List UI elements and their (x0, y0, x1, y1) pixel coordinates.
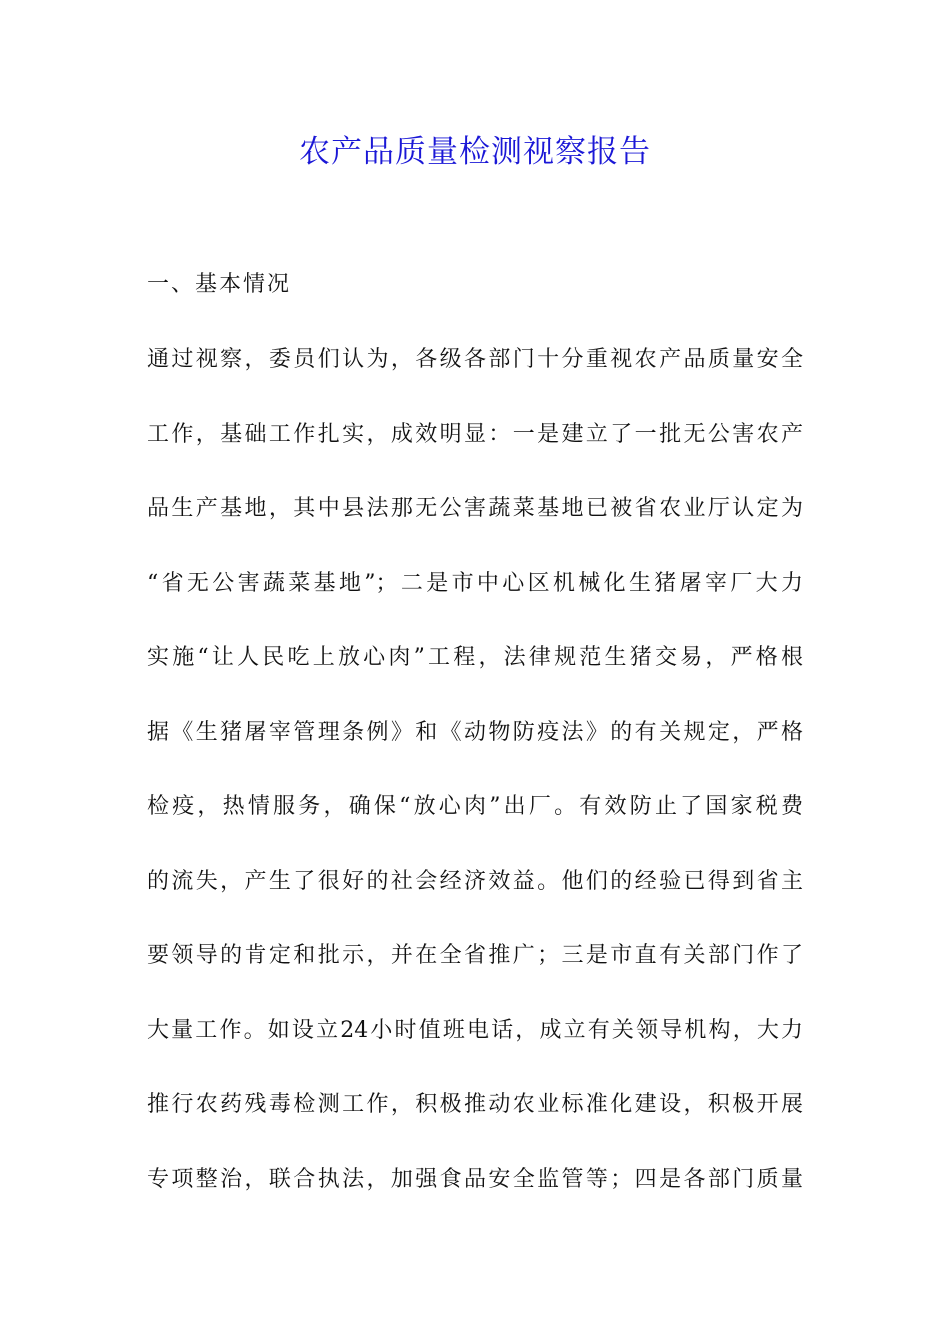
paragraph-line: 工作，基础工作扎实，成效明显：一是建立了一批无公害农产 (147, 421, 803, 447)
paragraph-line: 专项整治，联合执法，加强食品安全监管等；四是各部门质量 (147, 1166, 803, 1192)
paragraph-line: 要领导的肯定和批示，并在全省推广；三是市直有关部门作了 (147, 943, 803, 968)
document-title: 农产品质量检测视察报告 (299, 134, 651, 170)
paragraph-line: 据《生猪屠宰管理条例》和《动物防疫法》的有关规定，严格 (147, 719, 803, 745)
paragraph-line: “省无公害蔬菜基地”；二是市中心区机械化生猪屠宰厂大力 (147, 570, 803, 596)
paragraph-line: 品生产基地，其中县法那无公害蔬菜基地已被省农业厅认定为 (147, 496, 803, 521)
paragraph-line: 的流失，产生了很好的社会经济效益。他们的经验已得到省主 (147, 868, 803, 894)
paragraph-line: 实施“让人民吃上放心肉”工程，法律规范生猪交易，严格根 (147, 645, 803, 670)
section-heading: 一、基本情况 (147, 272, 292, 297)
paragraph-line: 检疫，热情服务，确保“放心肉”出厂。有效防止了国家税费 (147, 794, 803, 819)
paragraph-line: 大量工作。如设立24小时值班电话，成立有关领导机构，大力 (147, 1017, 803, 1043)
paragraph-line: 通过视察，委员们认为，各级各部门十分重视农产品质量安全 (147, 347, 803, 372)
paragraph-line: 推行农药残毒检测工作，积极推动农业标准化建设，积极开展 (147, 1092, 803, 1117)
body-paragraph (147, 340, 807, 1234)
